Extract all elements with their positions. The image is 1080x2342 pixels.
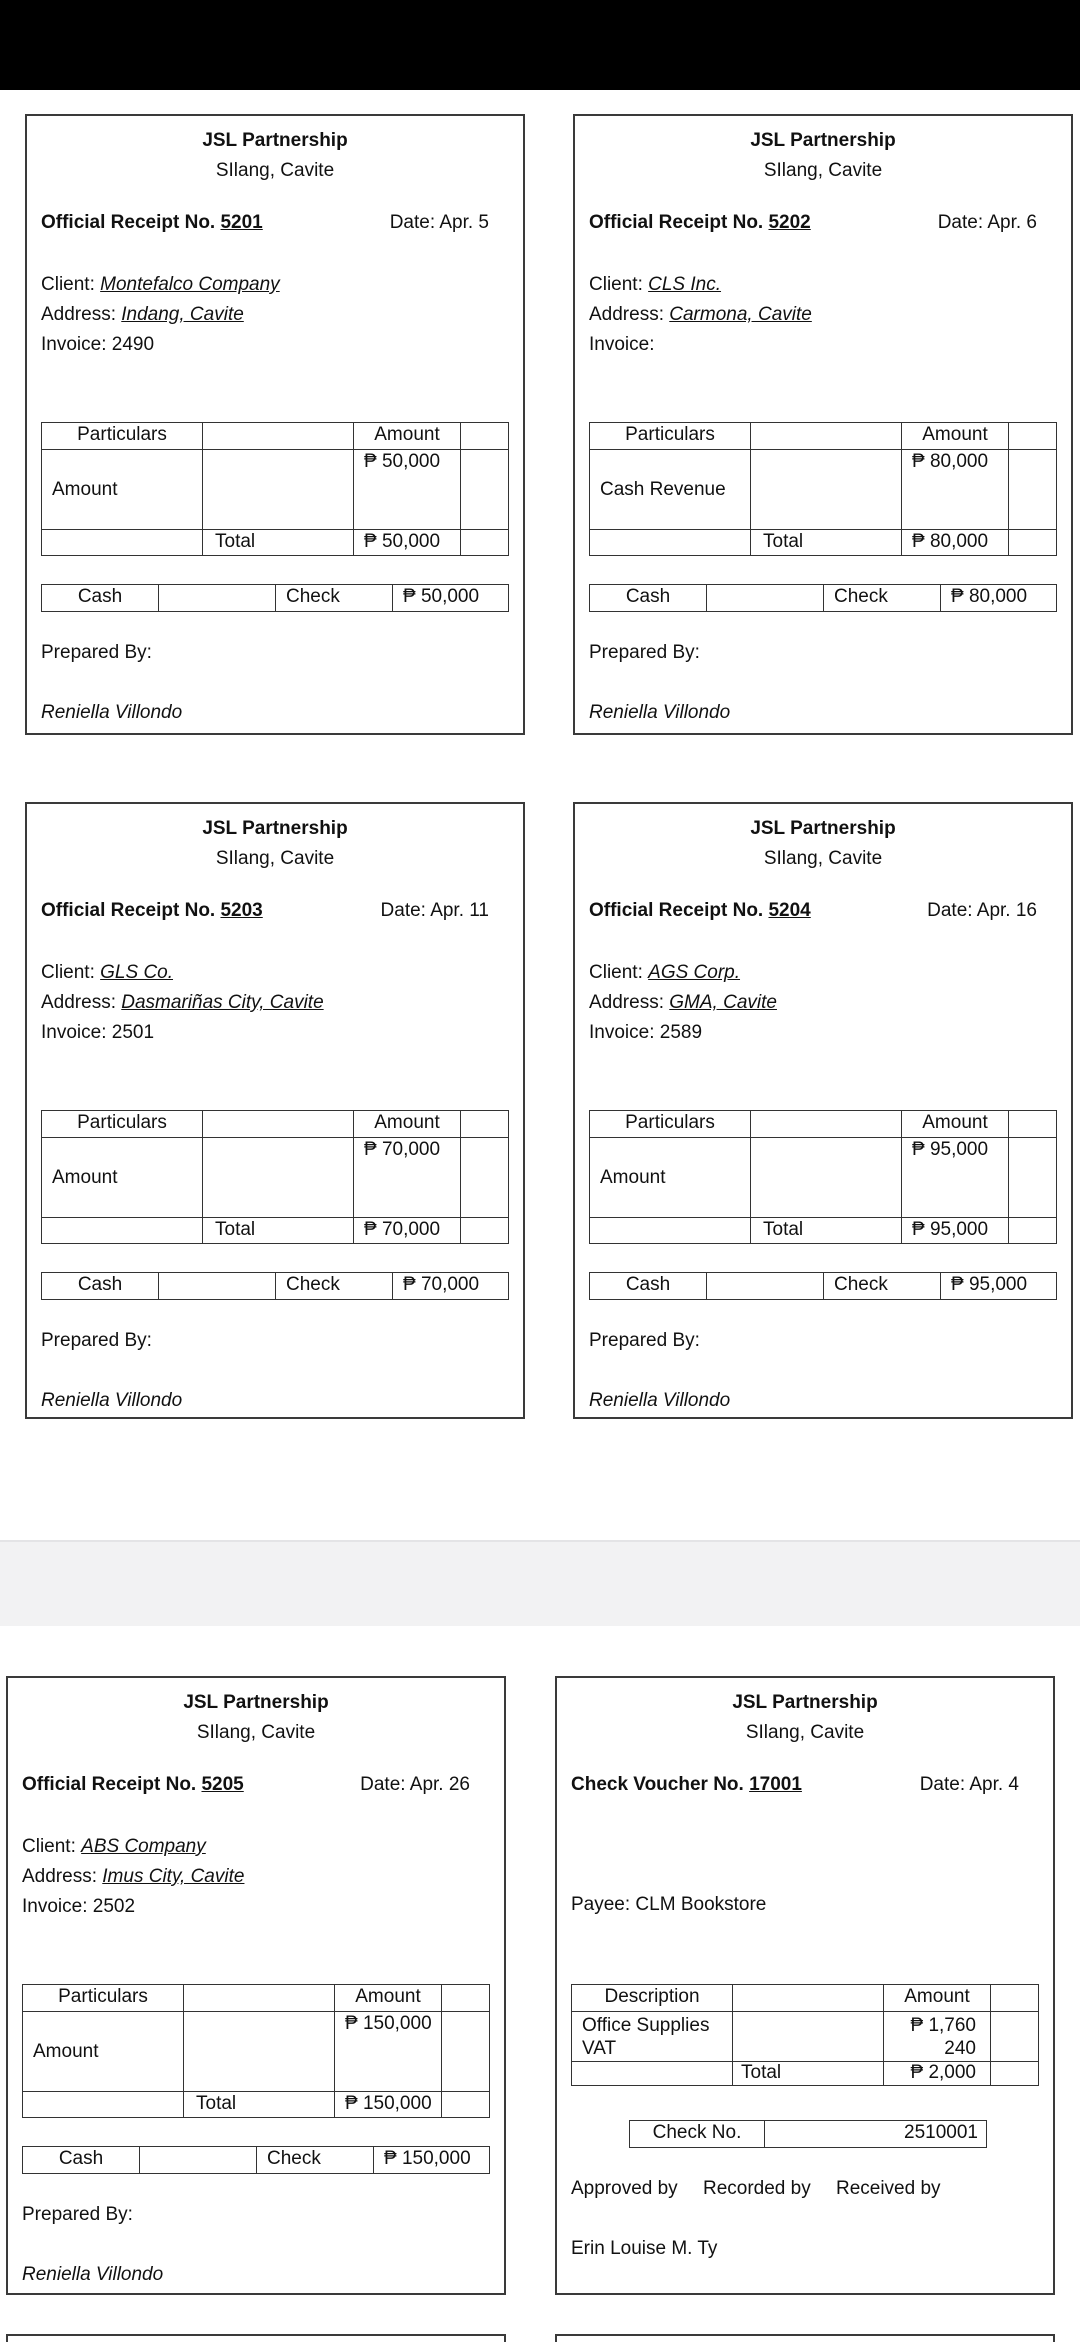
empty-cell [990,2061,1039,2086]
invoice-line: Invoice: 2589 [589,1022,703,1043]
particulars-table [22,1984,490,2118]
receipt-number: Official Receipt No. 5203 [41,900,263,921]
client-info [589,270,812,360]
company-location: SIlang, Cavite [763,848,883,869]
payment-bar [589,584,1057,612]
check-label: Check [256,2146,374,2174]
company-name: JSL Partnership [183,1692,329,1713]
company-name: JSL Partnership [202,130,348,151]
next-card-edge [6,2334,506,2342]
receipt-date: Date: Apr. 16 [927,900,1037,921]
total-amount: ₱ 80,000 [901,529,1009,556]
empty-cell [1008,529,1057,556]
empty-header [750,422,902,450]
check-no-label: Check No. [629,2120,765,2148]
total-label: Total [732,2061,884,2086]
particulars-table [589,1110,1057,1244]
company-name: JSL Partnership [750,130,896,151]
empty-header [732,1984,884,2012]
empty-cell [1008,449,1057,530]
address-line: Address: Imus City, Cavite [22,1866,245,1887]
empty-cell [1008,1137,1057,1218]
total-amount: ₱ 95,000 [901,1217,1009,1244]
preparer-name: Reniella Villondo [589,702,731,723]
prepared-by-label: Prepared By: [41,642,152,663]
company-name: JSL Partnership [202,818,348,839]
client-line: Client: GLS Co. [41,962,174,983]
empty-cell [750,449,902,530]
prepared-by-label: Prepared By: [589,1330,700,1351]
receipt-date: Date: Apr. 6 [937,212,1037,233]
total-amount: ₱ 50,000 [353,529,461,556]
check-amount: ₱ 50,000 [392,584,509,612]
amount-header: Amount [883,1984,991,2012]
empty-header [460,1110,509,1138]
amount-cell: ₱ 80,000 [901,449,1009,530]
amount-cell: ₱ 50,000 [353,449,461,530]
client-info [41,270,280,360]
cash-label: Cash [22,2146,140,2174]
company-name: JSL Partnership [750,818,896,839]
total-label: Total [750,529,902,556]
empty-cell [1008,1217,1057,1244]
cash-label: Cash [41,1272,159,1300]
payment-bar [22,2146,490,2174]
empty-cell [460,1217,509,1244]
receipt-number: Official Receipt No. 5205 [22,1774,244,1795]
received-by: Received by [835,2178,941,2199]
empty-cell [990,2011,1039,2062]
receipt-number: Official Receipt No. 5201 [41,212,263,233]
preparer-name: Reniella Villondo [41,1390,183,1411]
empty-cell [41,1217,203,1244]
client-line: Client: CLS Inc. [589,274,722,295]
empty-header [1008,422,1057,450]
page-divider [0,1540,1080,1626]
empty-header [441,1984,490,2012]
cash-value [706,1272,824,1300]
description-header: Description [571,1984,733,2012]
cash-value [158,1272,276,1300]
cash-label: Cash [41,584,159,612]
receipt-date: Date: Apr. 11 [380,900,489,921]
empty-cell [732,2011,884,2062]
invoice-line: Invoice: 2490 [41,334,155,355]
check-amount: ₱ 70,000 [392,1272,509,1300]
prepared-by-label: Prepared By: [22,2204,133,2225]
particulars-header: Particulars [589,1110,751,1138]
client-info [22,1832,244,1922]
check-label: Check [823,1272,941,1300]
company-name: JSL Partnership [732,1692,878,1713]
empty-header [183,1984,335,2012]
total-amount: ₱ 150,000 [334,2091,442,2118]
preparer-name: Reniella Villondo [589,1390,731,1411]
total-label: Total [750,1217,902,1244]
empty-cell [750,1137,902,1218]
empty-header [990,1984,1039,2012]
particular-cell: Amount [41,1137,203,1218]
particulars-header: Particulars [589,422,751,450]
particulars-table [41,422,509,556]
particulars-header: Particulars [41,1110,203,1138]
total-label: Total [202,529,354,556]
amount-header: Amount [353,1110,461,1138]
receipt-number: Official Receipt No. 5202 [589,212,811,233]
client-info [41,958,324,1048]
amount-header: Amount [901,1110,1009,1138]
approved-by: Approved by [571,2178,678,2199]
address-line: Address: GMA, Cavite [589,992,777,1013]
empty-header [750,1110,902,1138]
check-amount: ₱ 80,000 [940,584,1057,612]
particulars-header: Particulars [22,1984,184,2012]
preparer-name: Reniella Villondo [22,2264,164,2285]
particulars-table [589,422,1057,556]
empty-header [202,422,354,450]
empty-header [1008,1110,1057,1138]
empty-cell [460,449,509,530]
empty-cell [571,2061,733,2086]
empty-cell [460,1137,509,1218]
receipt-card [25,802,525,1419]
receipt-header [8,1688,504,1748]
empty-cell [202,449,354,530]
particulars-header: Particulars [41,422,203,450]
receipt-card [573,802,1073,1419]
check-no-value: 2510001 [764,2120,987,2148]
client-line: Client: Montefalco Company [41,274,280,295]
company-location: SIlang, Cavite [215,848,335,869]
empty-cell [441,2091,490,2118]
amount-header: Amount [353,422,461,450]
voucher-signer: Erin Louise M. Ty [571,2238,718,2259]
amount-cell: ₱ 150,000 [334,2011,442,2092]
cash-value [158,584,276,612]
voucher-table [571,1984,1039,2086]
empty-header [460,422,509,450]
empty-cell [589,529,751,556]
particular-cell: Cash Revenue [589,449,751,530]
check-label: Check [823,584,941,612]
address-line: Address: Dasmariñas City, Cavite [41,992,324,1013]
recorded-by: Recorded by [702,2178,811,2199]
total-amount: ₱ 2,000 [883,2061,991,2086]
status-bar [0,0,1080,90]
company-location: SIlang, Cavite [215,160,335,181]
check-amount: ₱ 95,000 [940,1272,1057,1300]
company-location: SIlang, Cavite [196,1722,316,1743]
prepared-by-label: Prepared By: [589,642,700,663]
empty-header [202,1110,354,1138]
amount-cell: ₱ 95,000 [901,1137,1009,1218]
receipt-card [573,114,1073,735]
prepared-by-label: Prepared By: [41,1330,152,1351]
particular-cell: Amount [41,449,203,530]
cash-value [139,2146,257,2174]
check-label: Check [275,1272,393,1300]
particular-cell: Amount [589,1137,751,1218]
receipt-header [27,814,523,874]
empty-cell [460,529,509,556]
empty-cell [41,529,203,556]
receipt-number: Official Receipt No. 5204 [589,900,811,921]
payment-bar [41,1272,509,1300]
cash-value [706,584,824,612]
cash-label: Cash [589,584,707,612]
description-cell: Office Supplies VAT [571,2011,733,2062]
client-line: Client: AGS Corp. [589,962,741,983]
empty-cell [589,1217,751,1244]
voucher-number: Check Voucher No. 17001 [571,1774,802,1795]
total-amount: ₱ 70,000 [353,1217,461,1244]
invoice-line: Invoice: [589,334,655,355]
check-voucher-card [555,1676,1055,2295]
check-amount: ₱ 150,000 [373,2146,490,2174]
empty-cell [441,2011,490,2092]
amount-cell: ₱ 1,760 240 [883,2011,991,2062]
empty-cell [22,2091,184,2118]
voucher-header [557,1688,1053,1748]
receipt-card [25,114,525,735]
receipt-date: Date: Apr. 5 [389,212,489,233]
receipt-date: Date: Apr. 26 [360,1774,470,1795]
total-label: Total [202,1217,354,1244]
receipt-header [575,814,1071,874]
check-label: Check [275,584,393,612]
payment-bar [589,1272,1057,1300]
client-line: Client: ABS Company [22,1836,206,1857]
particulars-table [41,1110,509,1244]
amount-header: Amount [334,1984,442,2012]
invoice-line: Invoice: 2501 [41,1022,155,1043]
client-info [589,958,777,1048]
company-location: SIlang, Cavite [763,160,883,181]
invoice-line: Invoice: 2502 [22,1896,136,1917]
receipt-header [27,126,523,186]
total-label: Total [183,2091,335,2118]
signature-labels [571,2178,961,2200]
empty-cell [183,2011,335,2092]
address-line: Address: Carmona, Cavite [589,304,812,325]
particular-cell: Amount [22,2011,184,2092]
receipt-header [575,126,1071,186]
payment-bar [41,584,509,612]
preparer-name: Reniella Villondo [41,702,183,723]
check-number-bar [629,2120,987,2148]
amount-cell: ₱ 70,000 [353,1137,461,1218]
amount-header: Amount [901,422,1009,450]
cash-label: Cash [589,1272,707,1300]
payee: Payee: CLM Bookstore [571,1894,767,1915]
receipt-card [6,1676,506,2295]
empty-cell [202,1137,354,1218]
address-line: Address: Indang, Cavite [41,304,244,325]
company-location: SIlang, Cavite [745,1722,865,1743]
next-card-edge [555,2334,1055,2342]
voucher-date: Date: Apr. 4 [919,1774,1019,1795]
